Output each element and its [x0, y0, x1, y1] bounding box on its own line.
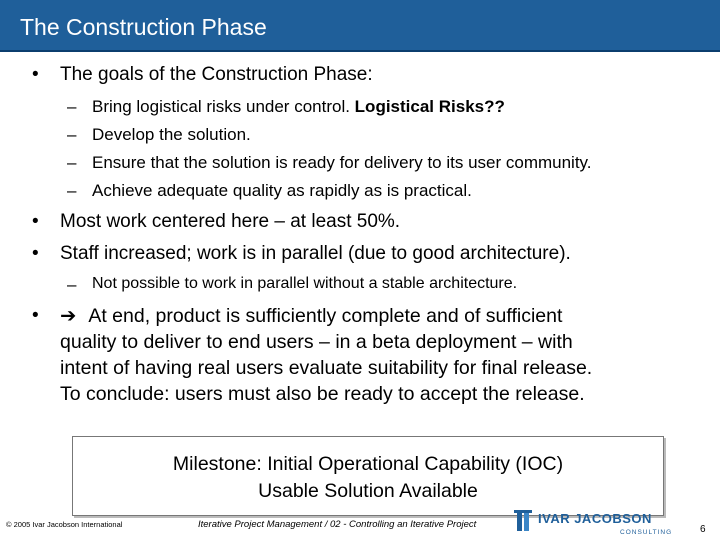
sub-item-logistical [92, 95, 505, 118]
bullet-marker: • [32, 305, 39, 326]
footer-copyright: © 2005 Ivar Jacobson International [6, 520, 123, 529]
bullet-goals: The goals of the Construction Phase: [60, 64, 373, 85]
bullet-end-line-2: quality to deliver to end users – in a beta deployment – with [60, 331, 573, 353]
bullet-marker: • [32, 211, 39, 232]
sub-item-text: Bring logistical risks under control. [92, 97, 355, 116]
bullet-end-line-3: intent of having real users evaluate suitability for final release. [60, 357, 593, 379]
bullet-staff: Staff increased; work is in parallel (due to good architecture). [60, 243, 571, 264]
milestone-title: Milestone: Initial Operational Capability (IOC) [172, 453, 564, 475]
sub-item-quality: Achieve adequate quality as rapidly as is practical. [92, 181, 472, 200]
sub-dash: – [67, 275, 77, 294]
bullet-most-work: Most work centered here – at least 50%. [60, 211, 401, 232]
arrow-icon: ➔ [60, 305, 77, 327]
sub-dash: – [67, 153, 77, 172]
bullet-marker: • [32, 64, 39, 85]
bullet-end-line-4: To conclude: users must also be ready to accept the release. [60, 383, 585, 405]
company-logo [512, 510, 682, 540]
bullet-marker: • [32, 243, 39, 264]
sub-item-parallel: Not possible to work in parallel without a stable architecture. [92, 275, 518, 292]
sub-dash: – [67, 181, 77, 200]
logo-mark-icon [514, 510, 536, 534]
title-underline [0, 50, 720, 52]
bullet-end-text-1: At end, product is sufficiently complete and of sufficient [88, 305, 563, 327]
logo-name: IVAR JACOBSON [538, 511, 652, 526]
sub-dash: – [67, 97, 77, 116]
logo-subtitle: CONSULTING [620, 529, 673, 536]
milestone-box [72, 436, 664, 516]
footer-course-title: Iterative Project Management / 02 - Controlling an Iterative Project [198, 519, 477, 530]
milestone-subtitle: Usable Solution Available [258, 480, 478, 502]
sub-item-develop: Develop the solution. [92, 125, 251, 144]
slide-title: The Construction Phase [20, 14, 267, 40]
sub-dash: – [67, 125, 77, 144]
page-number: 6 [700, 524, 706, 535]
sub-item-ensure: Ensure that the solution is ready for delivery to its user community. [92, 153, 592, 172]
title-bar [0, 0, 720, 50]
logistical-risks-emphasis: Logistical Risks?? [354, 97, 505, 116]
bullet-end-line-1 [60, 303, 680, 329]
